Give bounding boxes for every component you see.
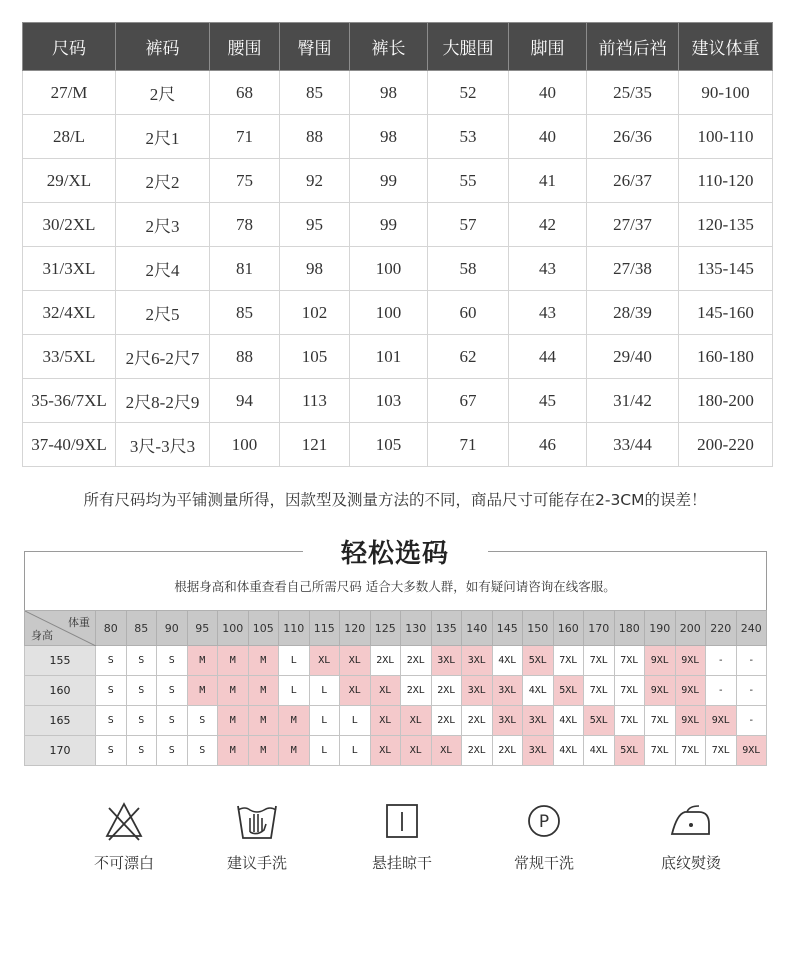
weight-header: 95 — [187, 611, 218, 646]
grid-size-cell: S — [157, 736, 188, 766]
size-cell: 43 — [509, 291, 587, 335]
grid-size-cell: M — [218, 736, 249, 766]
weight-header: 190 — [645, 611, 676, 646]
size-table-body — [23, 71, 773, 467]
grid-size-cell: 7XL — [584, 676, 615, 706]
weight-header: 120 — [340, 611, 371, 646]
no-bleach-icon — [104, 800, 144, 842]
grid-size-cell: 2XL — [492, 736, 523, 766]
grid-size-cell: 2XL — [431, 706, 462, 736]
grid-size-cell: S — [96, 676, 127, 706]
weight-header: 170 — [584, 611, 615, 646]
care-instructions — [0, 800, 790, 890]
grid-size-cell: - — [706, 646, 737, 676]
grid-size-cell: XL — [370, 706, 401, 736]
grid-size-cell: 7XL — [614, 706, 645, 736]
size-cell: 105 — [280, 335, 350, 379]
size-cell: 100 — [210, 423, 280, 467]
height-cell: 155 — [25, 646, 96, 676]
size-cell: 2尺6-2尺7 — [116, 335, 210, 379]
care-label-dry-clean: 常规干洗 — [513, 854, 574, 872]
grid-size-cell: 3XL — [431, 646, 462, 676]
grid-size-cell: M — [248, 646, 279, 676]
grid-row — [25, 706, 767, 736]
size-cell: 105 — [350, 423, 428, 467]
grid-header-row — [25, 611, 767, 646]
hand-wash-icon — [235, 800, 279, 842]
care-label-hang-dry: 悬挂晾干 — [371, 854, 432, 872]
grid-size-cell: S — [96, 736, 127, 766]
size-cell: 94 — [210, 379, 280, 423]
size-cell: 44 — [509, 335, 587, 379]
grid-size-cell: 5XL — [584, 706, 615, 736]
grid-row — [25, 676, 767, 706]
grid-size-cell: XL — [431, 736, 462, 766]
size-cell: 35-36/7XL — [23, 379, 116, 423]
weight-header: 140 — [462, 611, 493, 646]
grid-body — [25, 646, 767, 766]
grid-size-cell: 7XL — [706, 736, 737, 766]
height-cell: 160 — [25, 676, 96, 706]
weight-header: 200 — [675, 611, 706, 646]
size-row — [23, 203, 773, 247]
size-cell: 25/35 — [587, 71, 679, 115]
care-label-low-iron: 底纹熨烫 — [660, 854, 721, 872]
grid-size-cell: L — [309, 706, 340, 736]
size-cell: 99 — [350, 203, 428, 247]
grid-size-cell: 9XL — [706, 706, 737, 736]
weight-header: 105 — [248, 611, 279, 646]
size-cell: 98 — [350, 115, 428, 159]
header-weight: 建议体重 — [679, 23, 773, 71]
grid-size-cell: 5XL — [523, 646, 554, 676]
size-cell: 71 — [428, 423, 509, 467]
care-dry-clean — [484, 800, 604, 873]
grid-size-cell: 2XL — [370, 646, 401, 676]
grid-size-cell: L — [279, 646, 310, 676]
size-row — [23, 423, 773, 467]
grid-corner — [25, 611, 96, 646]
size-cell: 92 — [280, 159, 350, 203]
grid-size-cell: 7XL — [614, 646, 645, 676]
size-cell: 121 — [280, 423, 350, 467]
weight-header: 125 — [370, 611, 401, 646]
grid-size-cell: XL — [309, 646, 340, 676]
grid-size-cell: M — [248, 736, 279, 766]
size-cell: 31/42 — [587, 379, 679, 423]
care-label-no-bleach: 不可漂白 — [93, 854, 154, 872]
size-cell: 3尺-3尺3 — [116, 423, 210, 467]
size-cell: 41 — [509, 159, 587, 203]
size-cell: 88 — [280, 115, 350, 159]
grid-size-cell: 2XL — [431, 676, 462, 706]
size-cell: 85 — [280, 71, 350, 115]
size-cell: 27/38 — [587, 247, 679, 291]
weight-header: 100 — [218, 611, 249, 646]
size-cell: 32/4XL — [23, 291, 116, 335]
size-cell: 2尺1 — [116, 115, 210, 159]
size-cell: 113 — [280, 379, 350, 423]
dry-clean-icon — [524, 800, 564, 842]
care-label-hand-wash: 建议手洗 — [226, 854, 287, 872]
size-cell: 135-145 — [679, 247, 773, 291]
grid-size-cell: S — [157, 706, 188, 736]
size-cell: 28/L — [23, 115, 116, 159]
size-cell: 2尺2 — [116, 159, 210, 203]
size-cell: 103 — [350, 379, 428, 423]
size-cell: 75 — [210, 159, 280, 203]
weight-axis-label: 体重 — [68, 616, 90, 629]
size-cell: 46 — [509, 423, 587, 467]
grid-size-cell: 7XL — [614, 676, 645, 706]
size-cell: 67 — [428, 379, 509, 423]
size-cell: 26/36 — [587, 115, 679, 159]
size-cell: 29/40 — [587, 335, 679, 379]
weight-header: 80 — [96, 611, 127, 646]
low-iron-icon — [669, 800, 713, 842]
size-cell: 71 — [210, 115, 280, 159]
size-cell: 101 — [350, 335, 428, 379]
grid-size-cell: - — [736, 706, 767, 736]
grid-size-cell: M — [218, 676, 249, 706]
size-cell: 180-200 — [679, 379, 773, 423]
size-row — [23, 291, 773, 335]
weight-header: 180 — [614, 611, 645, 646]
size-cell: 145-160 — [679, 291, 773, 335]
grid-size-cell: L — [279, 676, 310, 706]
size-cell: 98 — [350, 71, 428, 115]
size-cell: 2尺3 — [116, 203, 210, 247]
size-cell: 60 — [428, 291, 509, 335]
header-length: 裤长 — [350, 23, 428, 71]
size-row — [23, 159, 773, 203]
size-row — [23, 379, 773, 423]
size-cell: 33/44 — [587, 423, 679, 467]
size-cell: 95 — [280, 203, 350, 247]
size-cell: 53 — [428, 115, 509, 159]
grid-size-cell: - — [706, 676, 737, 706]
size-cell: 29/XL — [23, 159, 116, 203]
grid-size-cell: 2XL — [462, 736, 493, 766]
size-row — [23, 71, 773, 115]
grid-size-cell: 3XL — [462, 676, 493, 706]
grid-size-cell: XL — [370, 676, 401, 706]
weight-header: 160 — [553, 611, 584, 646]
header-rise: 前裆后裆 — [587, 23, 679, 71]
grid-size-cell: M — [218, 646, 249, 676]
grid-size-cell: M — [279, 706, 310, 736]
size-cell: 40 — [509, 71, 587, 115]
grid-size-cell: 4XL — [584, 736, 615, 766]
size-row — [23, 247, 773, 291]
size-cell: 52 — [428, 71, 509, 115]
size-cell: 58 — [428, 247, 509, 291]
weight-header: 110 — [279, 611, 310, 646]
grid-size-cell: 9XL — [736, 736, 767, 766]
size-cell: 110-120 — [679, 159, 773, 203]
size-row — [23, 335, 773, 379]
grid-size-cell: 9XL — [675, 706, 706, 736]
size-table — [22, 22, 773, 467]
size-cell: 102 — [280, 291, 350, 335]
size-cell: 2尺4 — [116, 247, 210, 291]
grid-size-cell: S — [126, 676, 157, 706]
grid-size-cell: 3XL — [462, 646, 493, 676]
height-cell: 165 — [25, 706, 96, 736]
header-thigh: 大腿围 — [428, 23, 509, 71]
grid-size-cell: M — [248, 706, 279, 736]
measurement-note: 所有尺码均为平铺测量所得，因款型及测量方法的不同，商品尺寸可能存在2-3CM的误差！ — [83, 491, 707, 509]
size-cell: 100 — [350, 291, 428, 335]
grid-size-cell: L — [340, 706, 371, 736]
size-cell: 55 — [428, 159, 509, 203]
weight-header: 85 — [126, 611, 157, 646]
grid-size-cell: S — [187, 706, 218, 736]
size-cell: 57 — [428, 203, 509, 247]
care-no-bleach — [64, 800, 184, 873]
grid-size-cell: 9XL — [675, 676, 706, 706]
size-cell: 27/M — [23, 71, 116, 115]
grid-size-cell: L — [309, 736, 340, 766]
header-pants-size: 裤码 — [116, 23, 210, 71]
grid-size-cell: 4XL — [492, 646, 523, 676]
grid-size-cell: 3XL — [523, 736, 554, 766]
size-cell: 42 — [509, 203, 587, 247]
grid-size-cell: 5XL — [614, 736, 645, 766]
size-row — [23, 115, 773, 159]
grid-size-cell: 4XL — [553, 706, 584, 736]
size-cell: 200-220 — [679, 423, 773, 467]
grid-size-cell: - — [736, 676, 767, 706]
care-hang-dry — [342, 800, 462, 873]
header-waist: 腰围 — [210, 23, 280, 71]
weight-header: 115 — [309, 611, 340, 646]
grid-size-cell: 2XL — [462, 706, 493, 736]
grid-size-cell: L — [309, 676, 340, 706]
size-cell: 30/2XL — [23, 203, 116, 247]
grid-size-cell: S — [126, 646, 157, 676]
size-cell: 33/5XL — [23, 335, 116, 379]
size-cell: 68 — [210, 71, 280, 115]
grid-size-cell: 5XL — [553, 676, 584, 706]
size-cell: 88 — [210, 335, 280, 379]
grid-size-cell: M — [218, 706, 249, 736]
height-weight-grid — [24, 610, 767, 766]
grid-row — [25, 736, 767, 766]
grid-size-cell: 9XL — [645, 676, 676, 706]
size-cell: 99 — [350, 159, 428, 203]
grid-size-cell: XL — [370, 736, 401, 766]
header-hip: 臀围 — [280, 23, 350, 71]
hang-dry-icon — [382, 800, 422, 842]
height-cell: 170 — [25, 736, 96, 766]
weight-header: 220 — [706, 611, 737, 646]
care-hand-wash — [197, 800, 317, 873]
size-cell: 120-135 — [679, 203, 773, 247]
weight-header: 90 — [157, 611, 188, 646]
grid-size-cell: 7XL — [645, 736, 676, 766]
grid-size-cell: 9XL — [675, 646, 706, 676]
size-cell: 90-100 — [679, 71, 773, 115]
size-cell: 2尺 — [116, 71, 210, 115]
grid-size-cell: 7XL — [584, 646, 615, 676]
grid-size-cell: XL — [340, 646, 371, 676]
size-cell: 85 — [210, 291, 280, 335]
grid-size-cell: 7XL — [645, 706, 676, 736]
header-size: 尺码 — [23, 23, 116, 71]
easy-select-subtitle: 根据身高和体重查看自己所需尺码 适合大多数人群，如有疑问请咨询在线客服。 — [174, 579, 616, 594]
svg-text:P: P — [538, 812, 550, 832]
grid-size-cell: - — [736, 646, 767, 676]
grid-size-cell: 7XL — [675, 736, 706, 766]
grid-size-cell: 3XL — [523, 706, 554, 736]
size-cell: 81 — [210, 247, 280, 291]
header-leg-opening: 脚围 — [509, 23, 587, 71]
grid-size-cell: S — [187, 736, 218, 766]
size-cell: 45 — [509, 379, 587, 423]
weight-header: 150 — [523, 611, 554, 646]
grid-size-cell: M — [279, 736, 310, 766]
size-cell: 2尺8-2尺9 — [116, 379, 210, 423]
grid-size-cell: S — [157, 646, 188, 676]
size-cell: 26/37 — [587, 159, 679, 203]
grid-size-cell: 3XL — [492, 706, 523, 736]
grid-row — [25, 646, 767, 676]
weight-header: 240 — [736, 611, 767, 646]
size-cell: 98 — [280, 247, 350, 291]
grid-size-cell: 4XL — [553, 736, 584, 766]
size-cell: 28/39 — [587, 291, 679, 335]
weight-header: 145 — [492, 611, 523, 646]
grid-size-cell: M — [248, 676, 279, 706]
size-cell: 31/3XL — [23, 247, 116, 291]
size-cell: 2尺5 — [116, 291, 210, 335]
height-axis-label: 身高 — [31, 629, 53, 642]
weight-header: 135 — [431, 611, 462, 646]
grid-size-cell: M — [187, 676, 218, 706]
size-cell: 100 — [350, 247, 428, 291]
size-cell: 78 — [210, 203, 280, 247]
size-table-header — [23, 23, 773, 71]
grid-size-cell: 9XL — [645, 646, 676, 676]
grid-size-cell: S — [126, 736, 157, 766]
grid-size-cell: 3XL — [492, 676, 523, 706]
grid-size-cell: S — [157, 676, 188, 706]
grid-size-cell: 4XL — [523, 676, 554, 706]
grid-size-cell: S — [126, 706, 157, 736]
grid-size-cell: 7XL — [553, 646, 584, 676]
grid-size-cell: XL — [401, 736, 432, 766]
size-cell: 27/37 — [587, 203, 679, 247]
grid-size-cell: XL — [340, 676, 371, 706]
size-cell: 160-180 — [679, 335, 773, 379]
size-cell: 62 — [428, 335, 509, 379]
grid-size-cell: 2XL — [401, 646, 432, 676]
grid-size-cell: S — [96, 646, 127, 676]
grid-size-cell: L — [340, 736, 371, 766]
size-cell: 37-40/9XL — [23, 423, 116, 467]
care-low-iron — [631, 800, 751, 873]
grid-size-cell: M — [187, 646, 218, 676]
grid-size-cell: S — [96, 706, 127, 736]
grid-size-cell: 2XL — [401, 676, 432, 706]
grid-size-cell: XL — [401, 706, 432, 736]
size-cell: 100-110 — [679, 115, 773, 159]
size-cell: 40 — [509, 115, 587, 159]
size-cell: 43 — [509, 247, 587, 291]
weight-header: 130 — [401, 611, 432, 646]
easy-select-title: 轻松选码 — [340, 539, 449, 569]
